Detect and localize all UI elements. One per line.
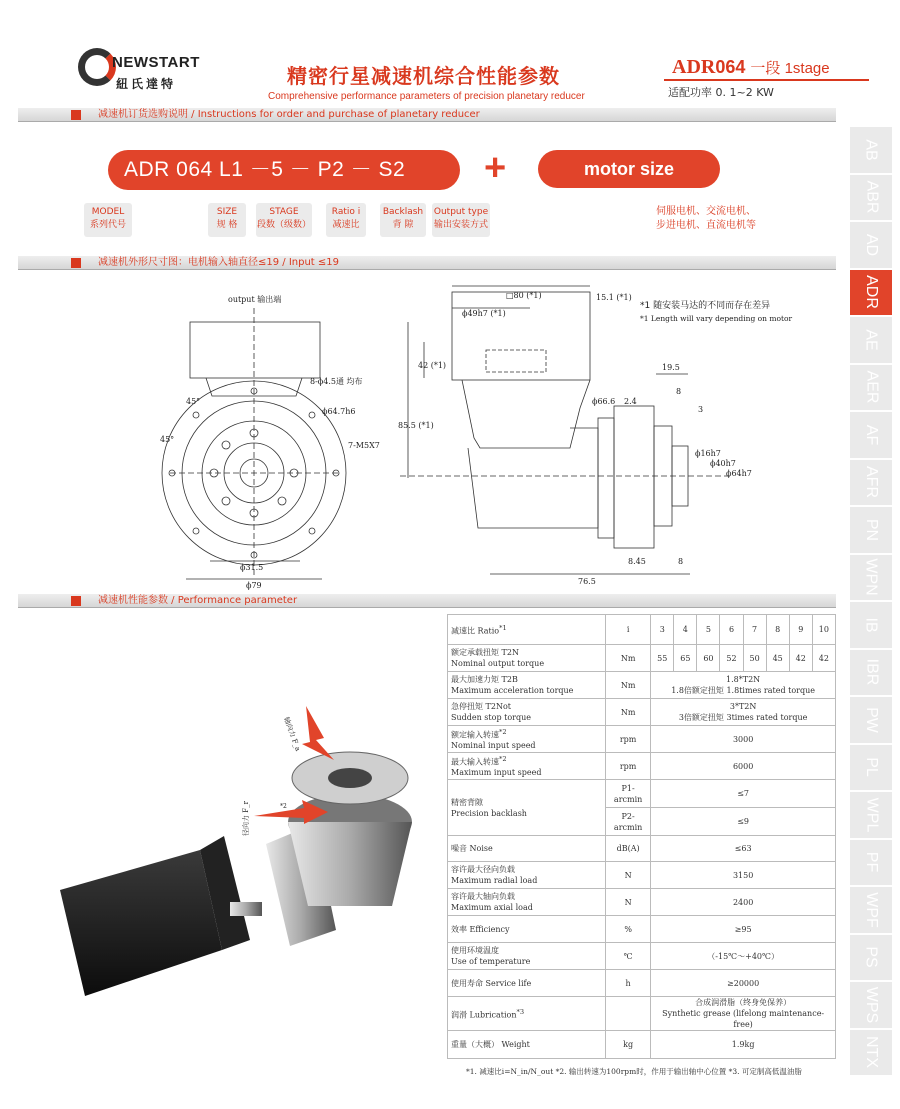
- table-row: [448, 862, 836, 889]
- motor-size-pill: motor size: [538, 150, 720, 188]
- side-gear-body: [468, 428, 598, 528]
- value-cell: [651, 699, 836, 726]
- value-cell: 45: [766, 645, 789, 672]
- value-cell: ≤9: [651, 808, 836, 836]
- unit: kg: [606, 1031, 651, 1059]
- dim-42: 42 (*1): [418, 361, 447, 370]
- table-row: [448, 889, 836, 916]
- side-tab-aer[interactable]: [850, 365, 892, 413]
- label-cn: 段数（级数）: [256, 220, 311, 230]
- value-cell: 65: [674, 645, 697, 672]
- tap-hole: [222, 441, 230, 449]
- side-tab-pw[interactable]: [850, 697, 892, 745]
- model-prefix: ADR: [672, 56, 716, 78]
- side-tab-wpl[interactable]: [850, 792, 892, 840]
- label-cn: 规 格: [216, 220, 238, 230]
- label-en: Nominal input speed: [451, 741, 536, 751]
- label-cn: 最大加速力矩 T2B: [451, 675, 518, 684]
- note-cn: *1 随安装马达的不同而存在差异: [640, 301, 771, 311]
- logo-text-en: NEWSTART: [112, 54, 200, 71]
- side-tab-pl[interactable]: [850, 745, 892, 793]
- dim-8a: 8: [676, 387, 682, 396]
- product-photo: [40, 700, 440, 1030]
- output-bore: [328, 768, 372, 788]
- dimension-drawing: [150, 278, 800, 590]
- section-title-dimensions: 减速机外形尺寸图：电机输入轴直径≤19 / Input ≤19: [98, 257, 340, 268]
- row-label: [448, 943, 606, 970]
- side-tab-afr[interactable]: [850, 460, 892, 508]
- dim-24: 2.4: [624, 397, 637, 406]
- value-line1: 1.8*T2N: [726, 675, 761, 684]
- label-backlash: [380, 203, 426, 237]
- value-line2: 3倍额定扭矩 3times rated torque: [678, 713, 808, 722]
- unit: Nm: [606, 645, 651, 672]
- label-sup: *2: [499, 754, 507, 763]
- value-cell: 55: [651, 645, 674, 672]
- unit: Nm: [606, 699, 651, 726]
- value-cell: 50: [743, 645, 766, 672]
- dim-66: ϕ66.6: [592, 397, 616, 406]
- table-row: [448, 672, 836, 699]
- table-row: [448, 645, 836, 672]
- value-line1: 合成润滑脂（终身免保养）: [695, 998, 792, 1007]
- value-cell: ≥95: [651, 916, 836, 943]
- side-tab-ibr[interactable]: [850, 650, 892, 698]
- dim-3: 3: [698, 405, 704, 414]
- unit: P1-arcmin: [606, 780, 651, 808]
- unit: ℃: [606, 943, 651, 970]
- label-en: Backlash: [382, 207, 424, 217]
- value-cell: （-15℃～+40℃）: [651, 943, 836, 970]
- label-stage: [256, 203, 312, 237]
- value-cell: 3150: [651, 862, 836, 889]
- value-cell: ≤63: [651, 836, 836, 862]
- dim-pcd: ϕ64.7h6: [322, 407, 356, 416]
- label-output-type: [432, 203, 490, 237]
- label-en: Use of temperature: [451, 957, 531, 966]
- label-cn: 系列代号: [89, 220, 126, 230]
- label-en: Nominal output torque: [451, 659, 545, 668]
- motor-types-line1: 伺服电机、交流电机、: [656, 206, 756, 217]
- row-label: 重量（大概） Weight: [448, 1031, 606, 1059]
- section-bar-order: [18, 108, 836, 122]
- label-cn: 最大输入转速: [451, 757, 499, 767]
- value-cell: [651, 997, 836, 1031]
- side-tab-abr[interactable]: [850, 175, 892, 223]
- label-cn: 润滑 Lubrication: [451, 1010, 517, 1020]
- table-row: [448, 753, 836, 780]
- value-cell: [651, 672, 836, 699]
- unit: %: [606, 916, 651, 943]
- value-cell: 60: [697, 645, 720, 672]
- model-number: 064: [715, 57, 746, 77]
- side-motor-box: [452, 292, 590, 380]
- label-en: MODEL: [91, 207, 125, 217]
- label-sup: *2: [499, 727, 507, 736]
- side-tab-ntx[interactable]: [850, 1030, 892, 1078]
- label-en: STAGE: [269, 207, 299, 217]
- side-tab-label: PS: [863, 946, 880, 968]
- side-tab-label: PF: [862, 852, 880, 873]
- bolt-hole: [309, 528, 315, 534]
- side-tab-label: PL: [862, 757, 880, 778]
- side-tab-ae[interactable]: [850, 317, 892, 365]
- section-square-icon: [71, 258, 81, 268]
- tap-hole: [278, 497, 286, 505]
- unit: h: [606, 970, 651, 997]
- dim-shaft-40: ϕ40h7: [710, 459, 736, 468]
- dim-8b: 8: [678, 557, 684, 566]
- dim-80: □80 (*1): [506, 291, 542, 300]
- unit: N: [606, 889, 651, 916]
- bolt-hole: [193, 528, 199, 534]
- value-cell: ≤7: [651, 780, 836, 808]
- label-ratio: [326, 203, 366, 237]
- side-tab-label: NTX: [863, 1036, 880, 1069]
- side-tab-ib[interactable]: [850, 602, 892, 650]
- logo-text-cn: 紐氏達特: [116, 77, 177, 91]
- row-label: 效率 Efficiency: [448, 916, 606, 943]
- side-tab-label: PW: [863, 706, 880, 733]
- label-cn: 背 隙: [392, 220, 414, 230]
- dim-315: ϕ31.5: [240, 563, 264, 572]
- side-tab-label: AFR: [863, 466, 880, 499]
- side-hidden-shaft: [486, 350, 546, 372]
- front-motor-flange: [190, 322, 320, 378]
- ratio-cell: 4: [674, 615, 697, 645]
- ratio-cell: 6: [720, 615, 743, 645]
- label-en: Maximum acceleration torque: [451, 686, 574, 695]
- side-tab-pf[interactable]: [850, 840, 892, 888]
- side-tab-label: WPF: [862, 891, 880, 928]
- table-row: [448, 997, 836, 1031]
- value-cell: ≥20000: [651, 970, 836, 997]
- label-size: [208, 203, 246, 237]
- ratio-cell: 3: [651, 615, 674, 645]
- section-square-icon: [71, 596, 81, 606]
- label-en: Maximum axial load: [451, 903, 533, 912]
- value-line1: 3*T2N: [729, 702, 757, 711]
- unit: [606, 997, 651, 1031]
- model-title: [672, 56, 830, 79]
- unit: N: [606, 862, 651, 889]
- ratio-label: 减速比 Ratio: [451, 626, 500, 636]
- power-range: 适配功率 0. 1~2 KW: [668, 86, 774, 99]
- plus-sign: +: [484, 147, 507, 189]
- side-tab-ab[interactable]: [850, 127, 892, 175]
- motor-types: [656, 205, 756, 233]
- side-tab-label: IB: [863, 617, 880, 633]
- label-cn: 额定承载扭矩 T2N: [451, 648, 519, 657]
- label-en: Ratio i: [331, 207, 361, 217]
- label-en: Maximum radial load: [451, 876, 538, 885]
- side-tab-label: ADR: [863, 275, 880, 310]
- dim-765: 76.5: [578, 577, 596, 586]
- dim-151: 15.1 (*1): [596, 293, 632, 302]
- side-tab-label: ABR: [863, 180, 880, 214]
- side-tab-label: WPS: [862, 986, 880, 1023]
- section-bar-dimensions: [18, 256, 836, 270]
- side-tab-label: AD: [862, 233, 880, 256]
- table-row: [448, 943, 836, 970]
- side-tab-label: PN: [862, 518, 880, 541]
- model-stage: 一段 1stage: [750, 60, 830, 77]
- dim-shaft-16: ϕ16h7: [695, 449, 721, 458]
- side-tab-label: WPL: [862, 797, 880, 833]
- model-underline: [664, 79, 869, 81]
- value-cell: 2400: [651, 889, 836, 916]
- value-line2: 1.8倍额定扭矩 1.8times rated torque: [671, 686, 816, 695]
- motor-body: [60, 850, 222, 996]
- side-tab-ps[interactable]: [850, 935, 892, 983]
- label-en: Output type: [433, 207, 489, 217]
- row-label: [448, 753, 606, 780]
- side-tab-label: AER: [863, 370, 880, 404]
- dim-holes: 8-ϕ4.5通 均布: [310, 377, 363, 386]
- side-tab-ad[interactable]: [850, 222, 892, 270]
- side-flange-b: [614, 406, 654, 548]
- ratio-cell: 8: [766, 615, 789, 645]
- ratio-sup: *1: [499, 623, 507, 632]
- label-en: Sudden stop torque: [451, 713, 531, 722]
- side-tab-wps[interactable]: [850, 982, 892, 1030]
- performance-table: [447, 614, 836, 1059]
- radial-force-sup: *2: [280, 803, 287, 810]
- page-title-en: Comprehensive performance parameters of precision planetary reducer: [268, 91, 585, 102]
- label-cn: 减速比: [332, 220, 360, 230]
- side-tab-wpf[interactable]: [850, 887, 892, 935]
- row-label: [448, 862, 606, 889]
- table-row: [448, 726, 836, 753]
- label-cn: 输出安装方式: [433, 220, 488, 230]
- table-row: [448, 780, 836, 808]
- row-label: 使用寿命 Service life: [448, 970, 606, 997]
- row-label: [448, 726, 606, 753]
- ratio-cell: 7: [743, 615, 766, 645]
- value-cell: 52: [720, 645, 743, 672]
- bolt-hole: [193, 412, 199, 418]
- dim-845: 8.45: [628, 557, 646, 566]
- row-label: [448, 645, 606, 672]
- dim-shaft-64: ϕ64h7: [726, 469, 752, 478]
- axial-force-arrow-icon: [302, 706, 334, 760]
- value-cell: 6000: [651, 753, 836, 780]
- ratio-cell: 10: [812, 615, 835, 645]
- dim-angle-a: 45°: [186, 397, 201, 406]
- section-title-performance: 减速机性能参数 / Performance parameter: [98, 595, 298, 606]
- note-en: *1 Length will vary depending on motor: [640, 314, 793, 323]
- label-cn: 容许最大径向负载: [451, 865, 515, 874]
- dim-195: 19.5: [662, 363, 680, 372]
- motor-types-line2: 步进电机、直流电机等: [656, 220, 756, 231]
- row-label: [448, 780, 606, 836]
- row-label: [448, 699, 606, 726]
- table-row: [448, 916, 836, 943]
- side-tab-pn[interactable]: [850, 507, 892, 555]
- side-tab-label: AE: [863, 329, 880, 351]
- section-bar-performance: [18, 594, 836, 608]
- dim-49: ϕ49h7 (*1): [462, 309, 506, 318]
- label-en: SIZE: [216, 207, 238, 217]
- value-line2: Synthetic grease (lifelong maintenance-free): [662, 1009, 825, 1029]
- output-label: output 输出端: [228, 295, 282, 304]
- tap-hole: [222, 497, 230, 505]
- table-row: [448, 970, 836, 997]
- table-row: [448, 1031, 836, 1059]
- row-label: [448, 997, 606, 1031]
- label-en: Maximum input speed: [451, 768, 542, 778]
- unit: Nm: [606, 672, 651, 699]
- table-row: [448, 699, 836, 726]
- ratio-unit: i: [606, 615, 651, 645]
- logo-ring-icon: [78, 48, 116, 86]
- ratio-cell: 9: [789, 615, 812, 645]
- side-tab-af[interactable]: [850, 412, 892, 460]
- row-header: [448, 615, 606, 645]
- dim-79: ϕ79: [246, 581, 262, 590]
- value-cell: 1.9kg: [651, 1031, 836, 1059]
- dim-m: 7-M5X7: [348, 441, 380, 450]
- ratio-cell: 5: [697, 615, 720, 645]
- side-tab-label: AF: [862, 424, 880, 445]
- dim-855: 85.5 (*1): [398, 421, 434, 430]
- unit: rpm: [606, 726, 651, 753]
- row-label: 噪音 Noise: [448, 836, 606, 862]
- page-title-cn: 精密行星减速机综合性能参数: [287, 64, 560, 88]
- value-cell: 3000: [651, 726, 836, 753]
- label-cn: 容许最大轴向负载: [451, 892, 515, 901]
- row-label: [448, 672, 606, 699]
- label-cn: 使用环境温度: [451, 946, 499, 955]
- side-tab-wpn[interactable]: [850, 555, 892, 603]
- motor-shaft: [230, 902, 262, 916]
- side-tab-adr[interactable]: [850, 270, 892, 318]
- axial-force-label: 轴向力 F_a: [282, 715, 302, 753]
- table-footnote: *1. 减速比i=N_in/N_out *2. 输出转速为100rpm时，作用于输出轴中心位置 *3. 可定制高低温油脂: [466, 1067, 802, 1076]
- side-tab-label: WPN: [862, 558, 880, 596]
- brand-logo: [78, 48, 218, 98]
- side-tab-label: IBR: [862, 658, 880, 686]
- section-square-icon: [71, 110, 81, 120]
- bolt-hole: [309, 412, 315, 418]
- label-en: Precision backlash: [451, 808, 527, 818]
- radial-force-label: 径向力 F_r: [242, 801, 250, 836]
- label-sup: *3: [516, 1007, 525, 1016]
- side-flange-a: [598, 418, 614, 538]
- value-cell: 42: [812, 645, 835, 672]
- unit: P2-arcmin: [606, 808, 651, 836]
- label-cn: 额定输入转速: [451, 730, 499, 740]
- reducer-body: [288, 822, 412, 906]
- label-cn: 精密背隙: [451, 797, 483, 807]
- label-model: [84, 203, 132, 237]
- table-row: [448, 836, 836, 862]
- value-cell: 42: [789, 645, 812, 672]
- dim-angle-b: 45°: [160, 435, 175, 444]
- row-label: [448, 889, 606, 916]
- label-cn: 急停扭矩 T2Not: [451, 702, 511, 711]
- order-code: ADR 064 L1 －5 － P2 － S2: [108, 150, 460, 190]
- section-title-order: 减速机订货选购说明 / Instructions for order and purchase of planetary reducer: [98, 109, 480, 120]
- side-tab-label: AB: [863, 139, 880, 161]
- unit: dB(A): [606, 836, 651, 862]
- side-elbow: [462, 380, 590, 448]
- unit: rpm: [606, 753, 651, 780]
